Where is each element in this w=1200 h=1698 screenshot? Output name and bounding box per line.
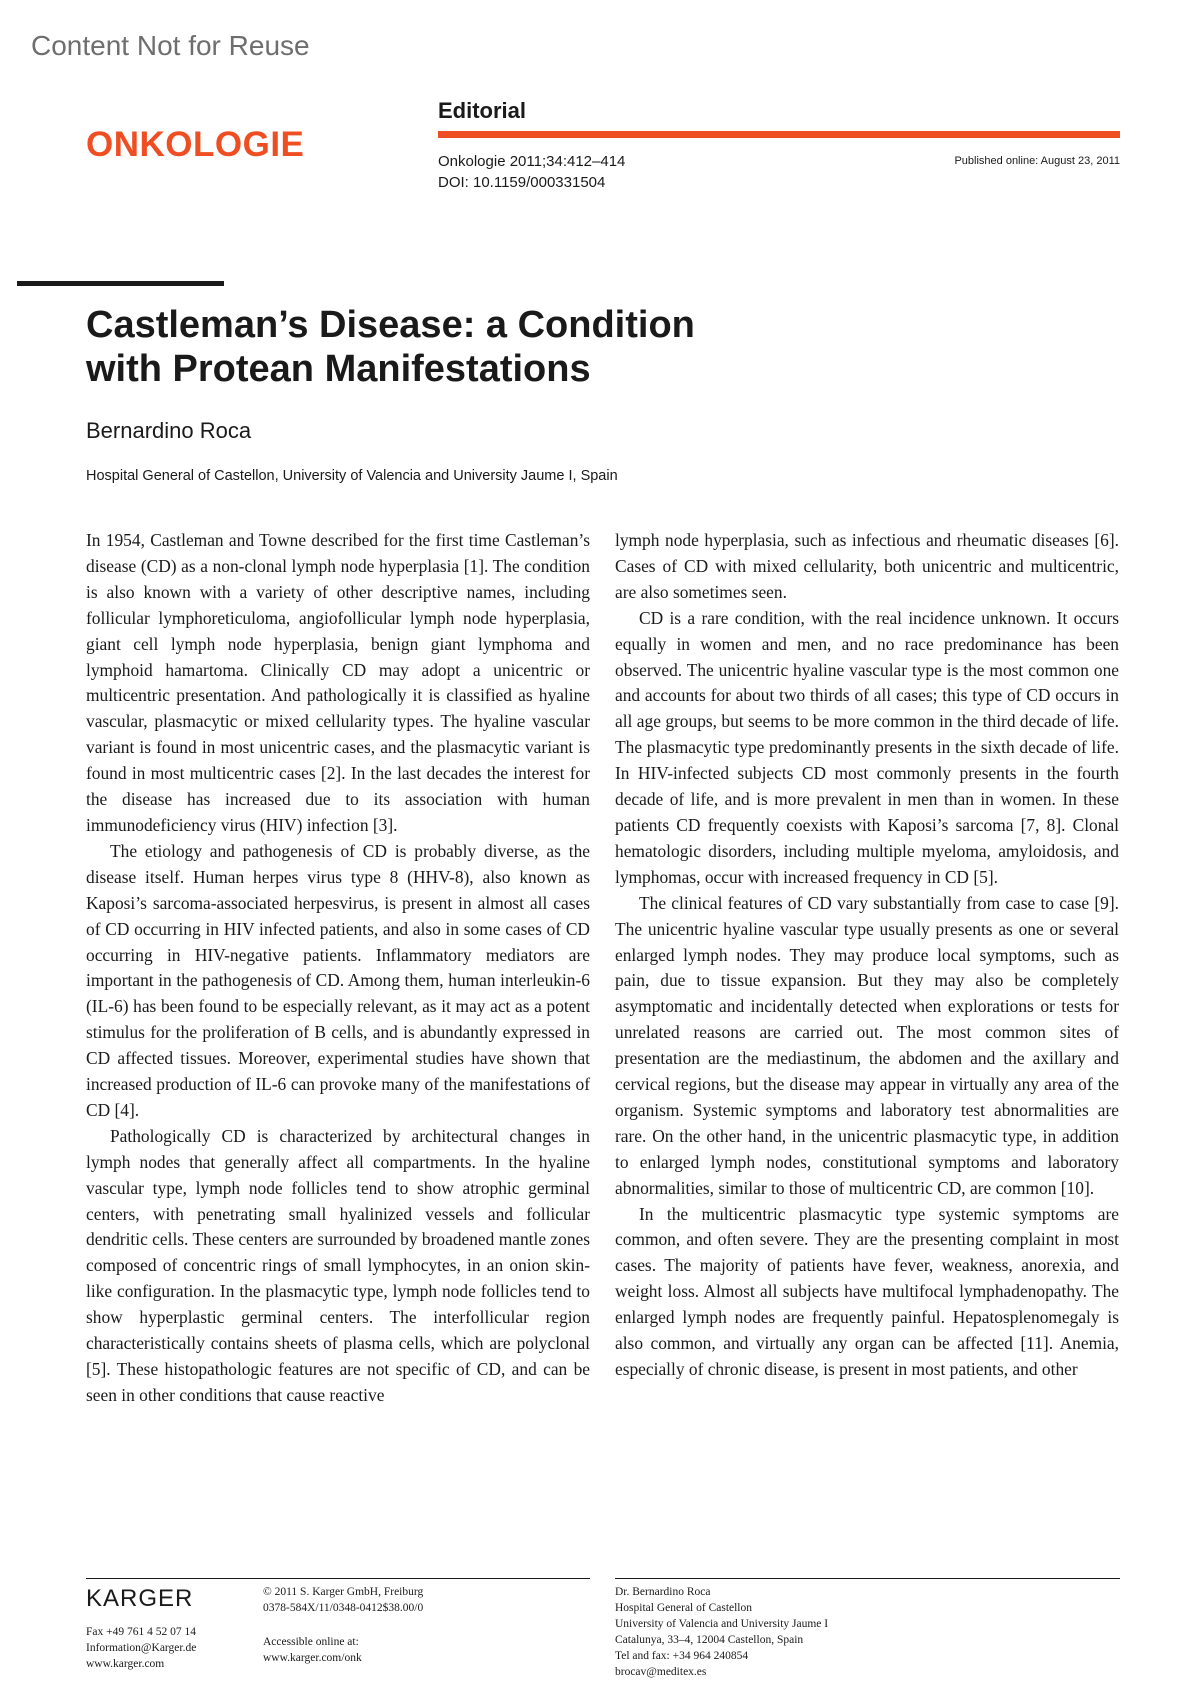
watermark-text: Content Not for Reuse	[31, 30, 310, 61]
issn-line: 0378-584X/11/0348-0412$38.00/0	[263, 1602, 424, 1614]
section-label: Editorial	[438, 98, 527, 123]
publisher-website-link[interactable]: www.karger.com	[86, 1658, 165, 1670]
publisher-logo: KARGER	[86, 1585, 194, 1612]
correspondence-phone: Tel and fax: +34 964 240854	[615, 1650, 749, 1662]
correspondence-email-link[interactable]: brocav@meditex.es	[615, 1666, 707, 1678]
publisher-email-link[interactable]: Information@Karger.de	[86, 1642, 197, 1654]
article-title-line-1: Castleman’s Disease: a Condition	[86, 304, 695, 346]
correspondence-university: University of Valencia and University Jaume I	[615, 1618, 829, 1630]
body-paragraph: lymph node hyperplasia, such as infectious and rheumatic diseases [6]. Cases of CD with mixed cellularity, both unicentric and multicentric, are also sometimes seen.	[615, 530, 1119, 602]
footer-rule-right	[615, 1578, 1120, 1579]
article-title	[86, 303, 786, 391]
copyright-line: © 2011 S. Karger GmbH, Freiburg	[263, 1586, 424, 1598]
citation-block	[438, 151, 625, 193]
doi: DOI: 10.1159/000331504	[438, 174, 606, 191]
journal-citation: Onkologie 2011;34:412–414	[438, 153, 626, 170]
publisher-contact	[86, 1624, 196, 1672]
body-column-right	[615, 528, 1119, 1383]
body-paragraph: In the multicentric plasmacytic type systemic symptoms are common, and often severe. They are the presenting complaint in most cases. The majority of patients have fever, weakness, anorexia, and weight loss. Almost all subjects have multifocal lymphadenopathy. The enlarged lymph nodes are frequently painful. Hepatosplenomegaly is also common, and virtually any organ can be affected [11]. Anemia, especially of chronic disease, is present in most patients, and other	[615, 1203, 1119, 1379]
correspondence-name: Dr. Bernardino Roca	[615, 1586, 711, 1598]
body-paragraph: The etiology and pathogenesis of CD is probably diverse, as the disease itself. Human herpes virus type 8 (HHV-8), also known as Kaposi’s sarcoma-associated herpesvirus, is present in almost all cases of CD occurring in HIV infected patients, and also in some cases of CD occurring in HIV-negative patients. Inflammatory mediators are important in the pathogenesis of CD. Among them, human interleukin-6 (IL-6) has been found to be especially relevant, as it may act as a potent stimulus for the proliferation of B cells, and is abundantly expressed in CD affected tissues. Moreover, experimental studies have shown that increased production of IL-6 can provoke many of the manifestations of CD [4].	[86, 840, 590, 1120]
body-paragraph: CD is a rare condition, with the real incidence unknown. It occurs equally in women and men, and no race predominance has been observed. The unicentric hyaline vascular type is the most common one and accounts for about two thirds of all cases; this type of CD occurs in all age groups, but seems to be more common in the third decade of life. The plasmacytic type predominantly presents in the sixth decade of life. In HIV-infected subjects CD most commonly presents in the fourth decade of life, and is more prevalent in men than in women. In these patients CD frequently coexists with Kaposi’s sarcoma [7, 8]. Clonal hematologic disorders, including multiple myeloma, amyloidosis, and lymphomas, occur with increased frequency in CD [5].	[615, 607, 1119, 887]
header-accent-rule	[438, 131, 1120, 138]
correspondence-street: Catalunya, 33–4, 12004 Castellon, Spain	[615, 1634, 804, 1646]
footer-rule-left	[86, 1578, 590, 1579]
body-column-left	[86, 528, 590, 1409]
correspondence-address	[615, 1584, 828, 1680]
title-rule	[17, 281, 224, 286]
body-paragraph: The clinical features of CD vary substantially from case to case [9]. The unicentric hyaline vascular type usually presents as one or several enlarged lymph nodes. They may produce local symptoms, such as pain, due to tissue expansion. But they may also be completely asymptomatic and incidentally detected when explorations or tests for unrelated reasons are carried out. The most common sites of presentation are the mediastinum, the abdomen and the axillary and cervical regions, but the disease may appear in virtually any area of the organism. Systemic symptoms and laboratory test abnormalities are rare. On the other hand, in the unicentric plasmacytic type, in addition to enlarged lymph nodes, constitutional symptoms and laboratory abnormalities, similar to those of multicentric CD, are common [10].	[615, 892, 1119, 1198]
publication-date: Published online: August 23, 2011	[954, 155, 1120, 167]
publisher-fax: Fax +49 761 4 52 07 14	[86, 1626, 196, 1638]
author-name: Bernardino Roca	[86, 418, 252, 443]
author-affiliation: Hospital General of Castellon, University of Valencia and University Jaume I, Spain	[86, 468, 618, 484]
article-title-line-2: with Protean Manifestations	[86, 348, 591, 390]
online-access-label: Accessible online at:	[263, 1636, 359, 1648]
online-access	[263, 1634, 362, 1666]
correspondence-hospital: Hospital General of Castellon	[615, 1602, 753, 1614]
online-access-link[interactable]: www.karger.com/onk	[263, 1652, 362, 1664]
copyright-notice	[263, 1584, 423, 1616]
journal-logo: ONKOLOGIE	[86, 125, 305, 164]
body-paragraph: In 1954, Castleman and Towne described for the first time Castleman’s disease (CD) as a non-clonal lymph node hyperplasia [1]. The condition is also known with a variety of other descriptive names, including follicular lymphoreticuloma, angiofollicular lymph node hyperplasia, giant cell lymph node hyperplasia, benign giant lymphoma and lymphoid hamartoma. Clinically CD may adopt a unicentric or multicentric presentation. And pathologically it is classified as hyaline vascular, plasmacytic or mixed cellularity types. The hyaline vascular variant is found in most unicentric cases, and the plasmacytic variant is found in most multicentric cases [2]. In the last decades the interest for the disease has increased due to its association with human immunodeficiency virus (HIV) infection [3].	[86, 530, 590, 835]
body-paragraph: Pathologically CD is characterized by architectural changes in lymph nodes that generally affect all compartments. In the hyaline vascular type, lymph node follicles tend to show atrophic germinal centers, with penetrating small hyalinized vessels and follicular dendritic cells. These centers are surrounded by broadened mantle zones composed of concentric rings of small lymphocytes, in an onion skin-like configuration. In the plasmacytic type, lymph node follicles tend to show hyperplastic germinal centers. The interfollicular region characteristically contains sheets of plasma cells, which are polyclonal [5]. These histopathologic features are not specific of CD, and can be seen in other conditions that cause reactive	[86, 1125, 590, 1405]
